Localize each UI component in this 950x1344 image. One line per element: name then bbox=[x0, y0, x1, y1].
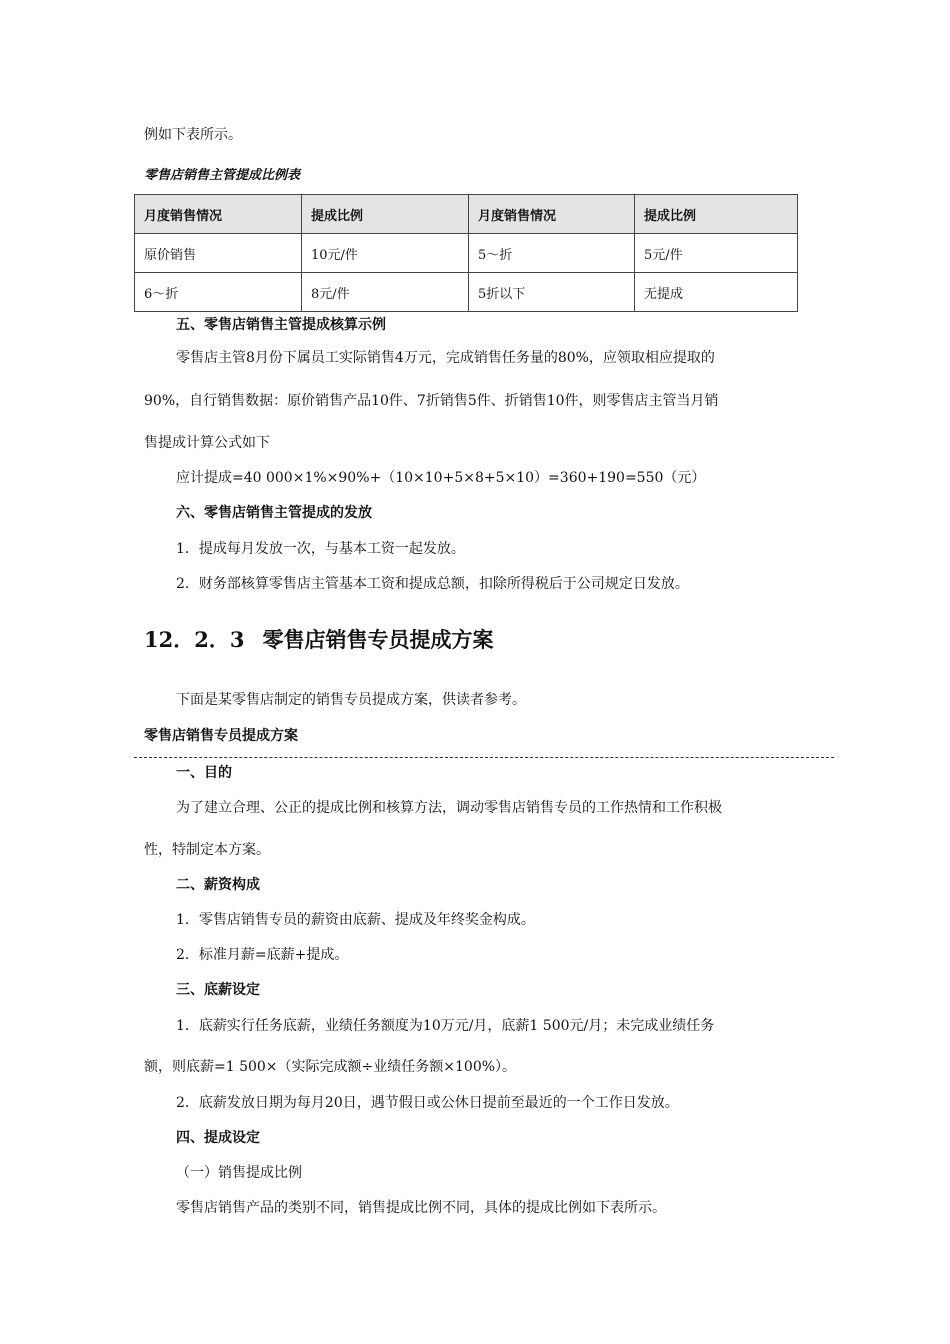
part1-para-line: 为了建立合理、公正的提成比例和核算方法，调动零售店销售专员的工作热情和工作积极 bbox=[176, 800, 722, 816]
table-row bbox=[135, 234, 798, 273]
sec5-para-line: 零售店主管8月份下属员工实际销售4万元，完成销售任务量的80%，应领取相应提取的 bbox=[176, 350, 715, 366]
part2-item: 1．零售店销售专员的薪资由底薪、提成及年终奖金构成。 bbox=[176, 912, 535, 928]
part2-heading: 二、薪资构成 bbox=[176, 877, 260, 893]
part3-item-line: 1．底薪实行任务底薪，业绩任务额度为10万元/月，底薪1 500元/月；未完成业绩任务 bbox=[176, 1018, 715, 1034]
table-row bbox=[135, 273, 798, 312]
sec5-para-line: 90%，自行销售数据：原价销售产品10件、7折销售5件、折销售10件，则零售店主管当月销 bbox=[144, 393, 719, 409]
part4-para: 零售店销售产品的类别不同，销售提成比例不同，具体的提成比例如下表所示。 bbox=[176, 1200, 666, 1216]
table-cell: 10元/件 bbox=[302, 234, 469, 273]
table1-caption: 零售店销售主管提成比例表 bbox=[144, 168, 301, 183]
table-header-row bbox=[135, 195, 798, 234]
sec6-item: 2．财务部核算零售店主管基本工资和提成总额，扣除所得税后于公司规定日发放。 bbox=[176, 576, 689, 592]
sec5-para-line: 售提成计算公式如下 bbox=[144, 435, 270, 451]
section-title: 零售店销售专员提成方案 bbox=[262, 627, 494, 652]
part2-item: 2．标准月薪=底薪+提成。 bbox=[176, 947, 349, 963]
sec5-formula: 应计提成=40 000×1%×90%+（10×10+5×8+5×10）=360+190=550（元） bbox=[176, 470, 706, 486]
part4-heading: 四、提成设定 bbox=[176, 1130, 260, 1146]
table-header-cell: 提成比例 bbox=[302, 195, 469, 234]
sec5-heading: 五、零售店销售主管提成核算示例 bbox=[176, 317, 386, 333]
table-cell: 6～折 bbox=[135, 273, 302, 312]
divider bbox=[134, 757, 834, 758]
table-cell: 5～折 bbox=[469, 234, 635, 273]
table-cell: 8元/件 bbox=[302, 273, 469, 312]
part1-heading: 一、目的 bbox=[176, 765, 232, 781]
section-intro: 下面是某零售店制定的销售专员提成方案，供读者参考。 bbox=[176, 692, 526, 708]
doc-title: 零售店销售专员提成方案 bbox=[144, 728, 298, 744]
table-cell: 原价销售 bbox=[135, 234, 302, 273]
part4-subheading: （一）销售提成比例 bbox=[176, 1165, 302, 1181]
table-header-cell: 月度销售情况 bbox=[469, 195, 635, 234]
part1-para-line: 性，特制定本方案。 bbox=[144, 842, 270, 858]
table-cell: 5折以下 bbox=[469, 273, 635, 312]
table-header-cell: 提成比例 bbox=[635, 195, 798, 234]
part3-item: 2．底薪发放日期为每月20日，遇节假日或公休日提前至最近的一个工作日发放。 bbox=[176, 1095, 679, 1111]
table-cell: 5元/件 bbox=[635, 234, 798, 273]
commission-ratio-table bbox=[134, 194, 798, 312]
sec6-item: 1．提成每月发放一次，与基本工资一起发放。 bbox=[176, 541, 465, 557]
intro-tail: 例如下表所示。 bbox=[144, 127, 242, 143]
part3-item-line: 额，则底薪=1 500×（实际完成额÷业绩任务额×100%）。 bbox=[144, 1059, 517, 1075]
part3-heading: 三、底薪设定 bbox=[176, 982, 260, 998]
table-cell: 无提成 bbox=[635, 273, 798, 312]
section-number: 12．2．3 bbox=[144, 627, 245, 652]
section-heading bbox=[144, 624, 493, 654]
sec6-heading: 六、零售店销售主管提成的发放 bbox=[176, 505, 372, 521]
table-header-cell: 月度销售情况 bbox=[135, 195, 302, 234]
